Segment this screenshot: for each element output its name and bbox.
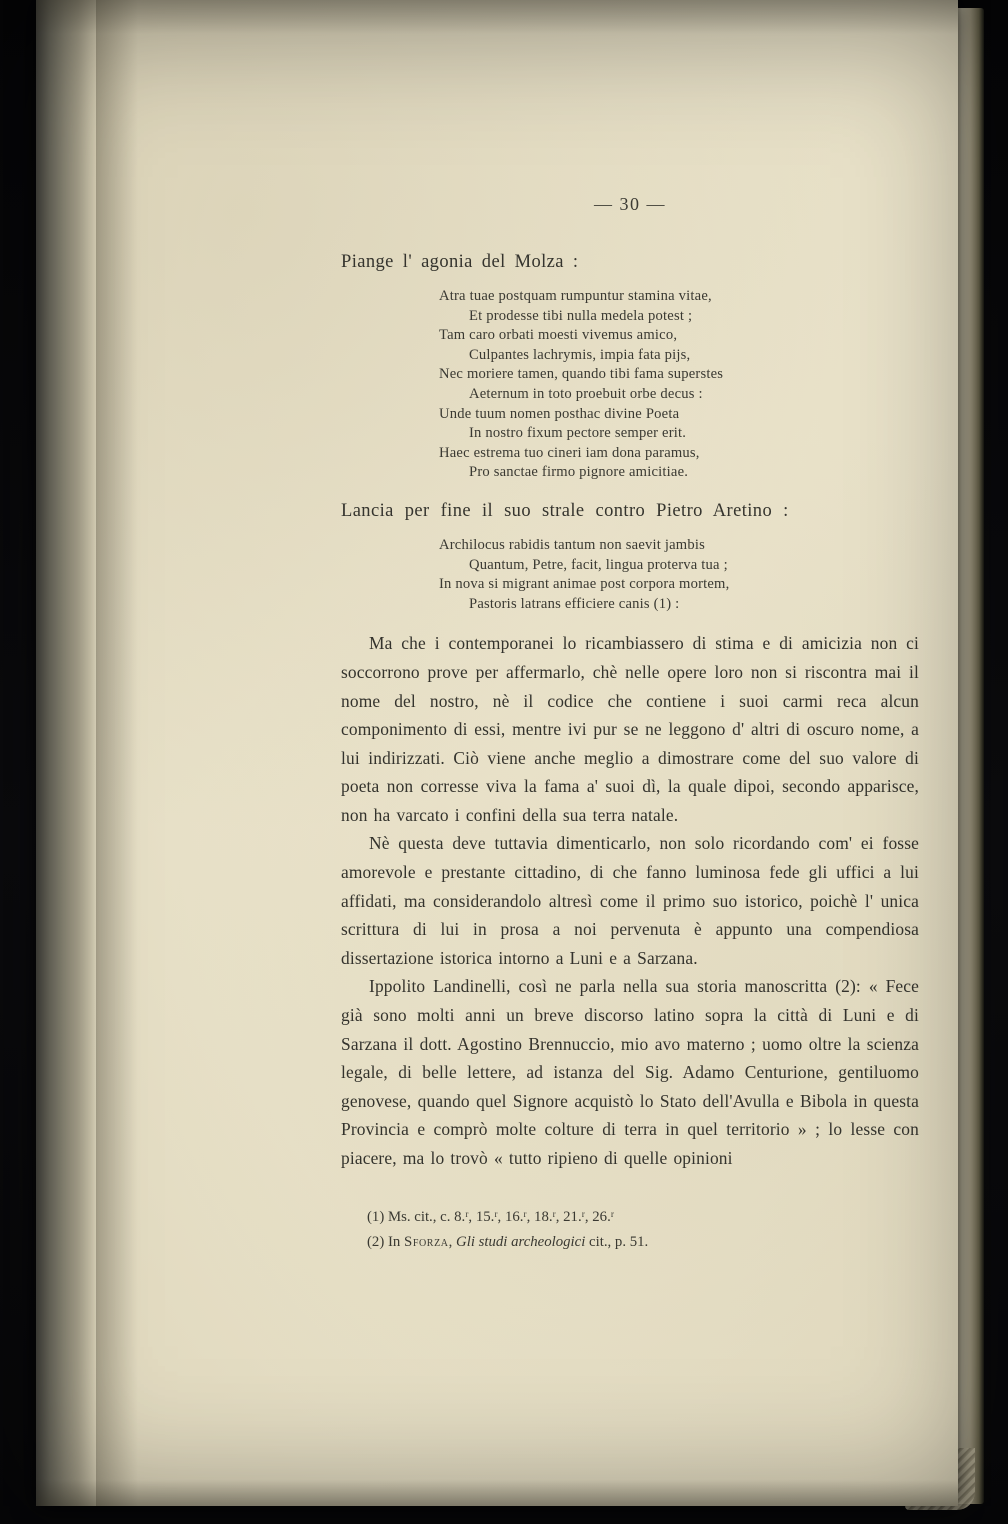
book-binding-gutter — [36, 0, 98, 1506]
verse-line: Et prodesse tibi nulla medela potest ; — [469, 307, 693, 324]
page-text — [341, 194, 919, 1255]
verse-line: In nova si migrant animae post corpora mortem, — [439, 576, 730, 593]
footnote-2-suffix: cit., p. 51. — [585, 1233, 649, 1250]
verse-line: Tam caro orbati moesti vivemus amico, — [439, 327, 678, 344]
page-top-shade — [36, 0, 958, 34]
verse-line: Quantum, Petre, facit, lingua proterva tua ; — [469, 556, 728, 573]
footnotes — [341, 1205, 919, 1255]
verse-line: Aeternum in toto proebuit orbe decus : — [469, 385, 703, 402]
latin-verse-aretino — [439, 536, 919, 614]
verse-line: Culpantes lachrymis, impia fata pijs, — [469, 346, 691, 363]
verse-line: Unde tuum nomen posthac divine Poeta — [439, 405, 680, 422]
verse-line: Archilocus rabidis tantum non saevit jambis — [439, 536, 705, 553]
verse-line: Haec estrema tuo cineri iam dona paramus, — [439, 444, 700, 461]
verse-line: Pastoris latrans efficiere canis (1) : — [469, 595, 680, 612]
verse-line: Atra tuae postquam rumpuntur stamina vitae, — [439, 288, 712, 304]
verse-line: Pro sanctae firmo pignore amicitiae. — [469, 464, 689, 481]
paragraph: Ippolito Landinelli, così ne parla nella sua storia manoscritta (2): « Fece già sono molti anni un breve discorso latino sopra la città di Luni e di Sarzana il dott. Agostino Brennuccio, mio avo materno ; uomo oltre la scienza legale, di belle lettere, ad istanza del Sig. Adamo Centurione, gentiluomo genovese, quando quel Signore acquistò lo Stato dell'Avulla e Bibola in questa Provincia e comprò molte colture di terra in quel territorio » ; lo lesse con piacere, ma lo trovò « tutto ripieno di quelle opinioni — [341, 976, 919, 1168]
paragraph: Nè questa deve tuttavia dimenticarlo, non solo ricordando com' ei fosse amorevole e prestante cittadino, di che fanno luminosa fede gli uffici a lui affidati, ma considerandolo altresì come il primo suo istorico, poichè l' unica scrittura di lui in prosa a noi pervenuta è appunto una compendiosa dissertazione istorica intorno a Luni e a Sarzana. — [341, 833, 919, 968]
page-number: — 30 — — [594, 194, 666, 214]
verse-line: Nec moriere tamen, quando tibi fama superstes — [439, 366, 724, 383]
page-bottom-shade — [36, 1480, 958, 1506]
latin-verse-molza — [439, 287, 919, 483]
footnote-2-prefix: (2) In — [367, 1233, 404, 1250]
footnote-2-separator: , — [448, 1233, 457, 1250]
footnote-1: (1) Ms. cit., c. 8.ʳ, 15.ʳ, 16.ʳ, 18.ʳ, 21.ʳ, 26.ʳ — [367, 1208, 614, 1225]
page-fold-shadow — [96, 0, 138, 1506]
paragraph: Ma che i contemporanei lo ricambiassero di stima e di amicizia non ci soccorrono prove per affermarlo, chè nelle opere loro non si riscontra mai il nome del nostro, nè il codice che contiene i suoi carmi reca alcun componimento di essi, mentre ivi pur se ne leggono d' altri di oscuro nome, a lui indirizzati. Ciò viene anche meglio a dimostrare come del suo valore di poeta non corresse viva la fama a' suoi dì, la quale dipoi, secondo apparisce, non ha varcato i confini della sua terra natale. — [341, 633, 919, 825]
footnote-2 — [367, 1230, 919, 1255]
verse-line: In nostro fixum pectore semper erit. — [469, 425, 687, 442]
footnote-2-author: Sforza — [403, 1233, 449, 1250]
intro-line-molza: Piange l' agonia del Molza : — [341, 252, 579, 272]
book-page — [36, 0, 958, 1506]
footnote-2-title: Gli studi archeologici — [456, 1233, 586, 1250]
body-paragraphs — [341, 629, 919, 1172]
intro-line-aretino: Lancia per fine il suo strale contro Pietro Aretino : — [341, 500, 789, 521]
